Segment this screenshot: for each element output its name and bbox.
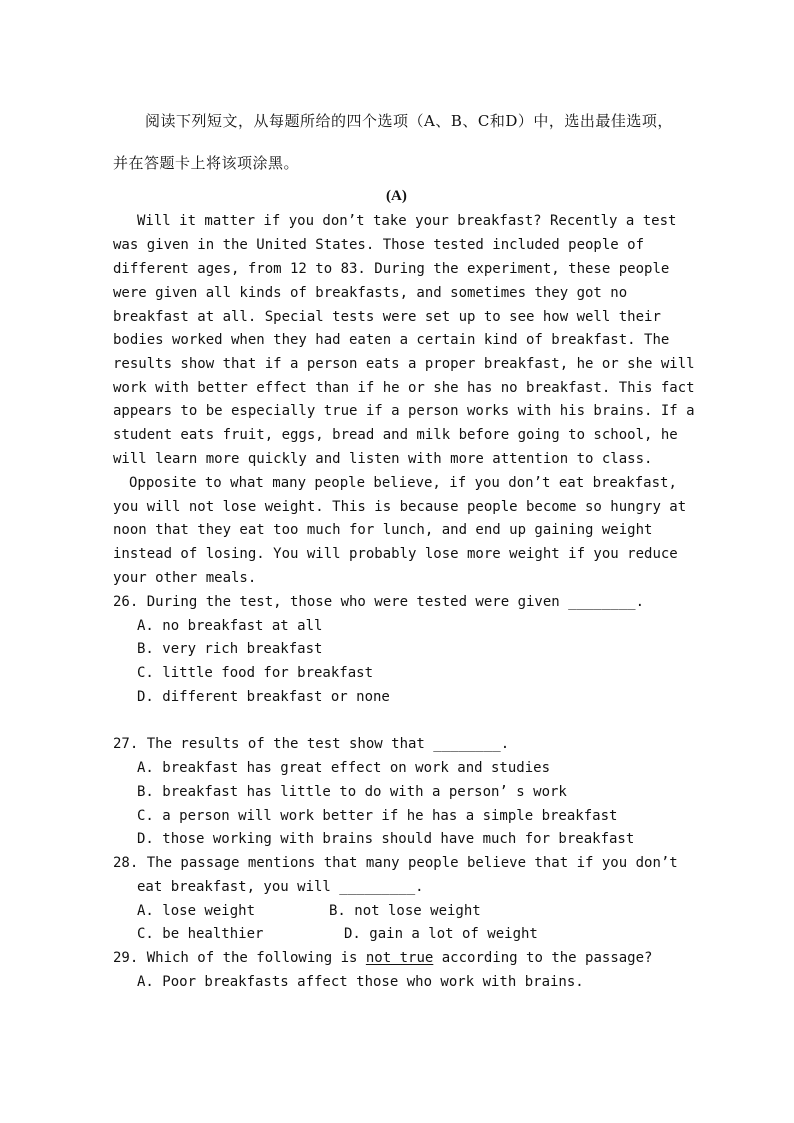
- question-29-stem-suffix: according to the passage?: [433, 950, 653, 966]
- question-28-stem-continued: eat breakfast, you will _________.: [137, 879, 424, 895]
- question-29-stem: [113, 950, 652, 966]
- passage-line: noon that they eat too much for lunch, and end up gaining weight: [113, 522, 653, 538]
- question-29-stem-prefix: 29. Which of the following is: [113, 950, 366, 966]
- question-26-option-d: D. different breakfast or none: [137, 689, 390, 705]
- passage-line: instead of losing. You will probably lose more weight if you reduce: [113, 546, 678, 562]
- passage-line: will learn more quickly and listen with more attention to class.: [113, 451, 653, 467]
- passage-line: was given in the United States. Those tested included people of: [113, 237, 645, 253]
- passage-heading: (A): [386, 188, 407, 204]
- passage-line: student eats fruit, eggs, bread and milk before going to school, he: [113, 427, 678, 443]
- passage-line: work with better effect than if he or she has no breakfast. This fact: [113, 380, 695, 396]
- question-27-option-c: C. a person will work better if he has a simple breakfast: [137, 808, 618, 824]
- question-28-option-b: B. not lose weight: [329, 903, 481, 919]
- passage-line: bodies worked when they had eaten a certain kind of breakfast. The: [113, 332, 670, 348]
- question-27-stem: 27. The results of the test show that ________.: [113, 736, 510, 752]
- passage-line: your other meals.: [113, 570, 257, 586]
- question-28-option-a: A. lose weight: [137, 903, 256, 919]
- passage-line: you will not lose weight. This is because people become so hungry at: [113, 499, 687, 515]
- passage-line: appears to be especially true if a person works with his brains. If a: [113, 403, 695, 419]
- question-28-option-c: C. be healthier: [137, 926, 264, 942]
- question-28-stem: 28. The passage mentions that many people believe that if you don’t: [113, 855, 678, 871]
- question-26-stem: 26. During the test, those who were tested were given ________.: [113, 594, 645, 610]
- question-29-stem-emphasis: not true: [365, 950, 434, 966]
- passage-line: Opposite to what many people believe, if you don’t eat breakfast,: [129, 475, 677, 491]
- question-27-option-a: A. breakfast has great effect on work and studies: [137, 760, 551, 776]
- question-26-option-c: C. little food for breakfast: [137, 665, 374, 681]
- passage-line: results show that if a person eats a proper breakfast, he or she will: [113, 356, 695, 372]
- question-26-option-a: A. no breakfast at all: [137, 618, 323, 634]
- passage-line: were given all kinds of breakfasts, and sometimes they got no: [113, 285, 628, 301]
- passage-line: different ages, from 12 to 83. During the experiment, these people: [113, 261, 670, 277]
- question-29-option-a: A. Poor breakfasts affect those who work with brains.: [137, 974, 584, 990]
- question-28-option-d: D. gain a lot of weight: [344, 926, 538, 942]
- passage-line: breakfast at all. Special tests were set up to see how well their: [113, 309, 661, 325]
- passage-line: Will it matter if you don’t take your breakfast? Recently a test: [137, 213, 677, 229]
- question-26-option-b: B. very rich breakfast: [137, 641, 323, 657]
- question-27-option-b: B. breakfast has little to do with a person’ s work: [137, 784, 567, 800]
- instructions-line-2: 并在答题卡上将该项涂黑。: [113, 154, 300, 172]
- question-27-option-d: D. those working with brains should have much for breakfast: [137, 831, 635, 847]
- instructions-line-1: 阅读下列短文，从每题所给的四个选项（A、B、C和D）中，选出最佳选项，: [145, 112, 673, 130]
